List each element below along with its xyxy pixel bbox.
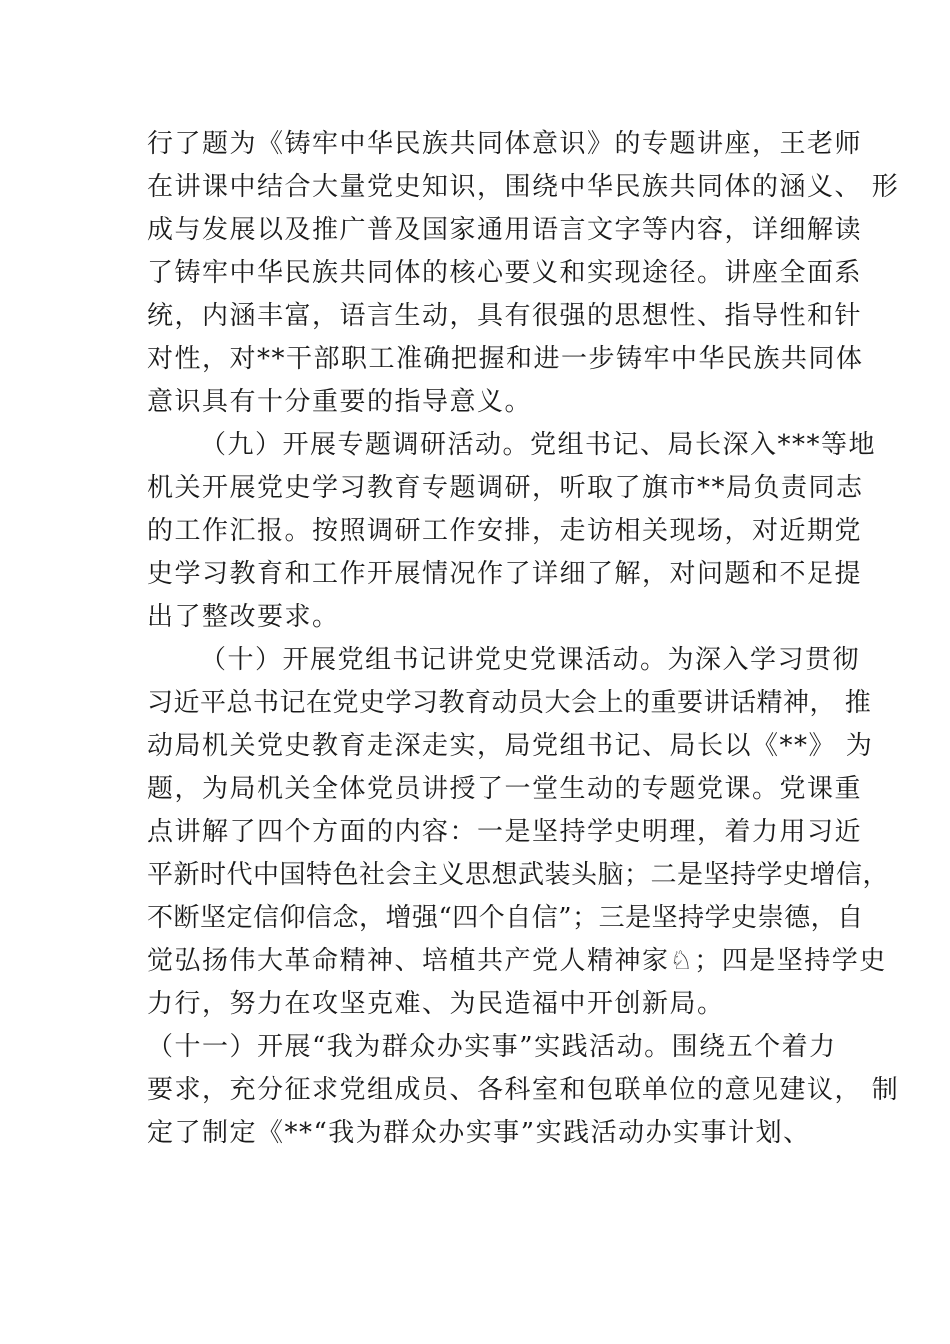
text-line-20: 觉弘扬伟大革命精神、培植共产党人精神家♘；四是坚持学史	[147, 946, 887, 976]
text-line-3: 成与发展以及推广普及国家通用语言文字等内容，详细解读	[147, 215, 863, 245]
text-line-4: 了铸牢中华民族共同体的核心要义和实现途径。讲座全面系	[147, 258, 863, 288]
paragraph-11-heading-line: （十一）开展“我为群众办实事”实践活动。围绕五个着力	[147, 1032, 837, 1062]
paragraph-9-heading-line: （九）开展专题调研活动。党组书记、局长深入***等地	[200, 430, 877, 460]
text-line-11: 史学习教育和工作开展情况作了详细了解，对问题和不足提	[147, 559, 863, 589]
text-line-18: 平新时代中国特色社会主义思想武装头脑；二是坚持学史增信，	[147, 860, 890, 890]
text-line-14: 习近平总书记在党史学习教育动员大会上的重要讲话精神， 推	[147, 688, 872, 718]
text-line-6: 对性，对**干部职工准确把握和进一步铸牢中华民族共同体	[147, 344, 864, 374]
text-line-23: 要求，充分征求党组成员、各科室和包联单位的意见建议， 制	[147, 1075, 900, 1105]
text-line-15: 动局机关党史教育走深走实，局党组书记、局长以《**》 为	[147, 731, 874, 761]
paragraph-10-heading-line: （十）开展党组书记讲党史党课活动。为深入学习贯彻	[200, 645, 861, 675]
text-line-1: 行了题为《铸牢中华民族共同体意识》的专题讲座，王老师	[147, 129, 863, 159]
text-line-21: 力行，努力在攻坚克难、为民造福中开创新局。	[147, 989, 725, 1019]
text-line-17: 点讲解了四个方面的内容：一是坚持学史明理，着力用习近	[147, 817, 863, 847]
text-line-19: 不断坚定信仰信念，增强“四个自信”；三是坚持学史崇德，自	[147, 903, 864, 933]
text-line-10: 的工作汇报。按照调研工作安排，走访相关现场，对近期党	[147, 516, 863, 546]
text-line-12: 出了整改要求。	[147, 602, 340, 632]
text-line-9: 机关开展党史学习教育专题调研，听取了旗市**局负责同志	[147, 473, 864, 503]
text-line-16: 题，为局机关全体党员讲授了一堂生动的专题党课。党课重	[147, 774, 863, 804]
text-line-5: 统，内涵丰富，语言生动，具有很强的思想性、指导性和针	[147, 301, 863, 331]
text-line-2: 在讲课中结合大量党史知识，围绕中华民族共同体的涵义、 形	[147, 172, 900, 202]
text-line-7: 意识具有十分重要的指导意义。	[147, 387, 533, 417]
text-line-24: 定了制定《**“我为群众办实事”实践活动办实事计划、	[147, 1118, 811, 1148]
